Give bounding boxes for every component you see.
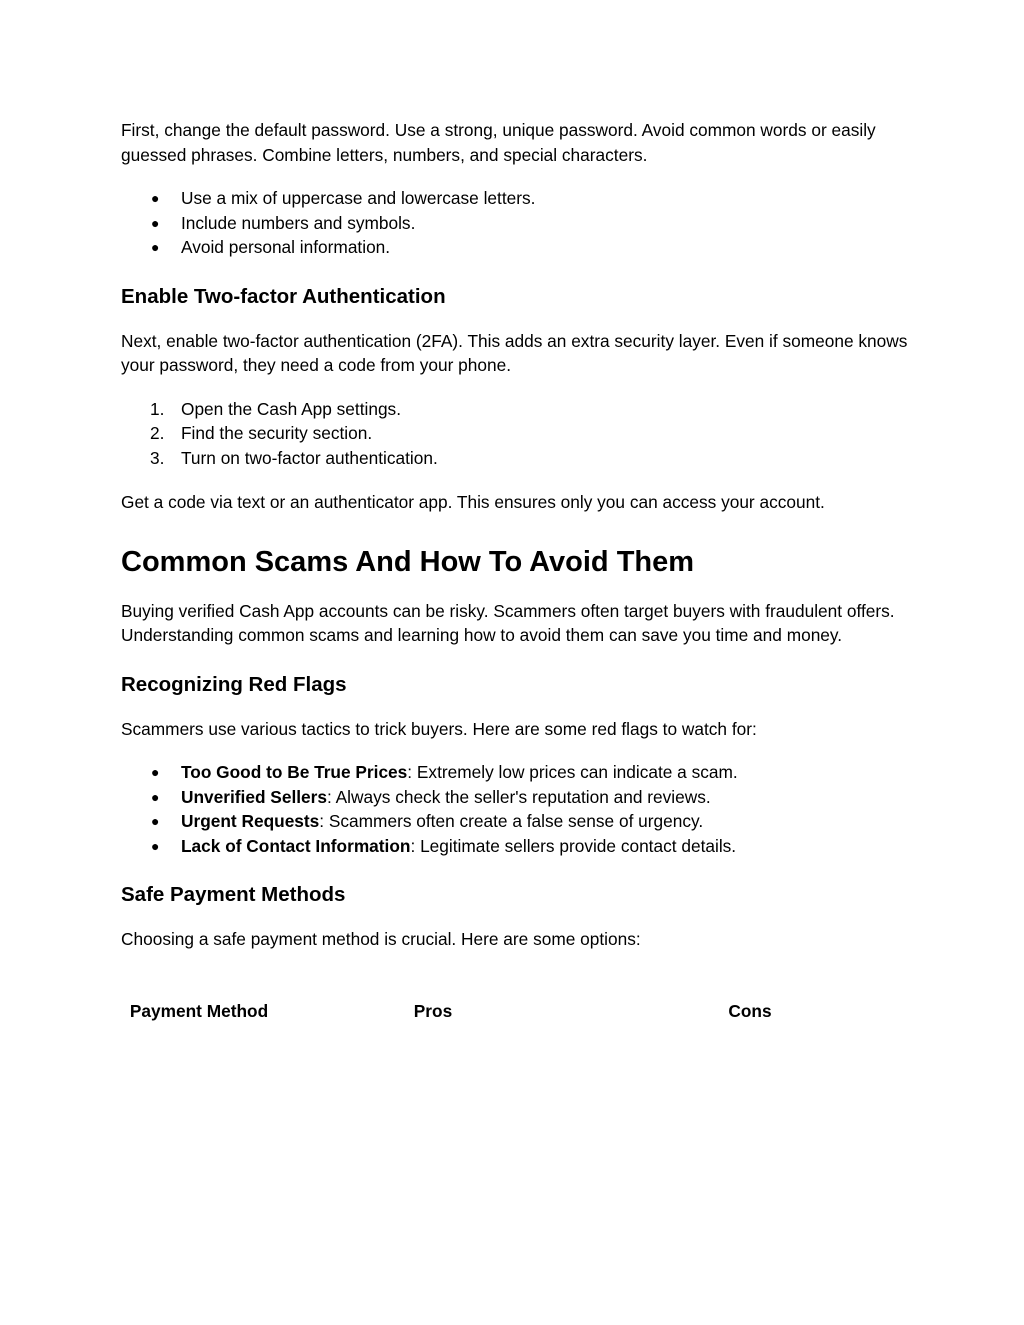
red-flag-term: Unverified Sellers [181,786,327,807]
column-header-cons: Cons [728,1000,772,1021]
payment-methods-table [121,999,911,1024]
two-factor-paragraph: Next, enable two-factor authentication (2FA). This adds an extra security layer. Even if someone knows your password, they need a code from your phone. [121,330,908,375]
list-item: ● Include numbers and symbols. [121,211,911,236]
document-page [121,118,911,1023]
password-tips-list [121,186,911,260]
list-item: ● Use a mix of uppercase and lowercase letters. [121,186,911,211]
two-factor-heading: Enable Two-factor Authentication [121,284,446,308]
red-flag-term: Lack of Contact Information [181,835,411,856]
red-flags-paragraph: Scammers use various tactics to trick buyers. Here are some red flags to watch for: [121,718,757,739]
red-flags-list [121,760,911,858]
two-factor-closing: Get a code via text or an authenticator app. This ensures only you can access your account. [121,492,825,512]
step-number: 1. [150,398,165,419]
table-header-row [121,999,911,1024]
step-number: 2. [150,423,165,443]
list-item [121,446,911,471]
red-flag-desc: : Always check the seller's reputation and reviews. [327,786,711,807]
step-text: Turn on two-factor authentication. [181,447,438,468]
step-text: Open the Cash App settings. [181,398,401,419]
list-item [121,809,911,834]
column-header-payment-method: Payment Method [129,1000,269,1021]
scams-heading: Common Scams And How To Avoid Them [121,545,695,578]
list-item [121,760,911,785]
step-text: Find the security section. [181,423,373,443]
red-flag-desc: : Scammers often create a false sense of urgency. [319,811,704,831]
column-header-pros: Pros [413,1000,453,1021]
step-number: 3. [150,447,165,468]
red-flag-term: Urgent Requests [181,811,320,831]
payment-paragraph: Choosing a safe payment method is crucial. Here are some options: [121,929,641,949]
payment-heading: Safe Payment Methods [121,883,346,906]
list-item: ● Avoid personal information. [121,235,911,260]
scams-paragraph: Buying verified Cash App accounts can be risky. Scammers often target buyers with fraudulent offers. Understanding common scams and learning how to avoid them can save you time and money. [121,600,895,645]
list-item [121,421,911,446]
list-item [121,834,911,859]
list-item [121,785,911,810]
red-flag-desc: : Legitimate sellers provide contact details. [410,835,737,856]
red-flags-heading: Recognizing Red Flags [121,672,347,696]
intro-paragraph: First, change the default password. Use a strong, unique password. Avoid common words or easily guessed phrases. Combine letters, numbers, and special characters. [121,120,876,165]
two-factor-steps [121,397,911,471]
list-item [121,397,911,422]
red-flag-desc: : Extremely low prices can indicate a scam. [407,762,738,782]
red-flag-term: Too Good to Be True Prices [181,762,408,782]
